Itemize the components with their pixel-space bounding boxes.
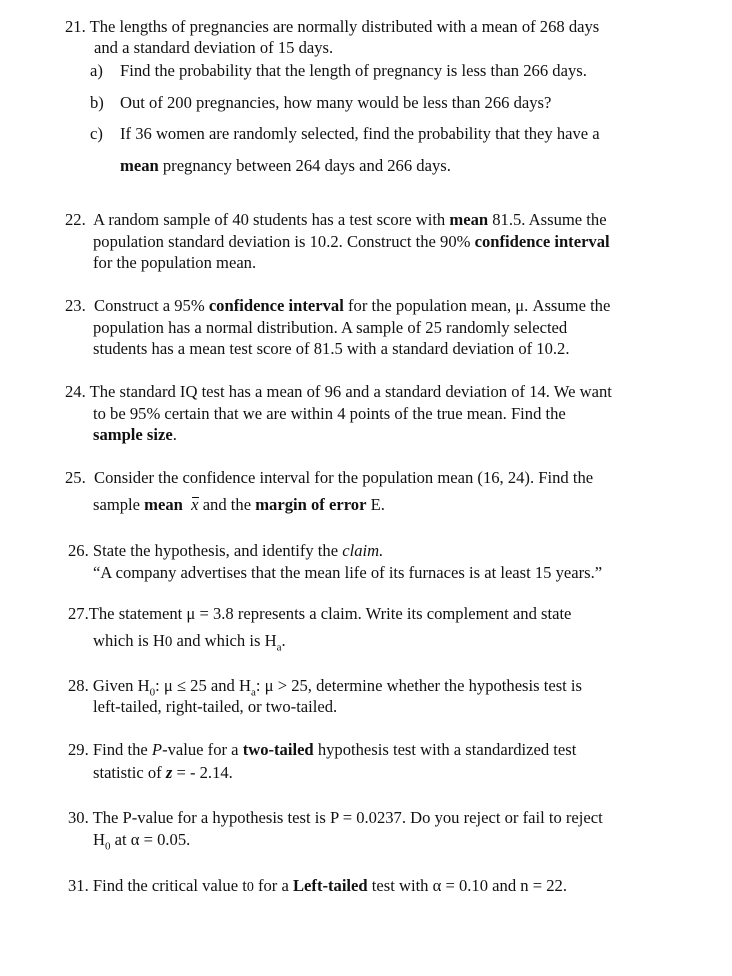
q27-line2: which is H0 and which is $H_a$.: [93, 631, 286, 654]
q22-line3: for the population mean.: [93, 253, 257, 272]
q22-line2: population standard deviation is 10.2. Construct the 90% confidence interval: [93, 232, 610, 251]
q21-part-c-text2: mean pregnancy between 264 days and 266 days.: [120, 156, 451, 175]
q31-line1: 31. Find the critical value t0 for a Left-tailed test with α = 0.10 and n = 22.: [68, 876, 567, 895]
q21-part-a-label: a): [90, 61, 103, 80]
q21-number: 21.: [65, 17, 86, 36]
q22-number: 22.: [65, 210, 86, 229]
q23-line3: students has a mean test score of 81.5 with a standard deviation of 10.2.: [93, 339, 570, 358]
q21-part-b-label: b): [90, 93, 104, 112]
q21-part-c-text1: If 36 women are randomly selected, find the probability that they have a: [120, 124, 600, 143]
q28-line2: left-tailed, right-tailed, or two-tailed.: [93, 697, 338, 716]
q30-line1: 30. The P-value for a hypothesis test is P = 0.0237. Do you reject or fail to reject: [68, 808, 603, 827]
q21-part-c-label: c): [90, 124, 103, 143]
q30-line2: $H_0$ at α = 0.05.: [93, 830, 191, 853]
q23-number: 23.: [65, 296, 86, 315]
q23-line1: 23. Construct a 95% confidence interval for the population mean, μ. Assume the: [65, 296, 611, 315]
q24-number: 24.: [65, 382, 86, 401]
q26-number: 26.: [68, 541, 89, 560]
q21-line2: and a standard deviation of 15 days.: [94, 38, 334, 57]
q28-number: 28.: [68, 676, 89, 695]
q21-part-b-text: Out of 200 pregnancies, how many would be less than 266 days?: [120, 93, 552, 112]
q22-line1: 22. A random sample of 40 students has a test score with mean 81.5. Assume the: [65, 210, 607, 229]
q24-line3: sample size.: [93, 425, 177, 444]
q30-number: 30.: [68, 808, 89, 827]
q27-number: 27.: [68, 604, 89, 623]
q26-line1: 26. State the hypothesis, and identify the claim.: [68, 541, 384, 560]
q29-line1: 29. Find the P-value for a two-tailed hypothesis test with a standardized test: [68, 740, 577, 759]
q23-line2: population has a normal distribution. A sample of 25 randomly selected: [93, 318, 568, 337]
q24-line2: to be 95% certain that we are within 4 points of the true mean. Find the: [93, 404, 566, 423]
q26-line2: “A company advertises that the mean life of its furnaces is at least 15 years.”: [93, 563, 603, 582]
q24-line1: 24. The standard IQ test has a mean of 96 and a standard deviation of 14. We want: [65, 382, 612, 401]
q28-line1: 28. Given $H_0$: μ ≤ 25 and $H_a$: μ > 25, determine whether the hypothesis test is: [68, 676, 582, 699]
q21-part-a-text: Find the probability that the length of pregnancy is less than 266 days.: [120, 61, 587, 80]
q29-line2: statistic of z = - 2.14.: [93, 763, 233, 782]
x-bar-symbol: x: [191, 495, 199, 514]
q25-line1: 25. Consider the confidence interval for the population mean (16, 24). Find the: [65, 468, 594, 487]
q25-line2: sample mean x and the margin of error E.: [93, 495, 385, 514]
q21-line1: 21. The lengths of pregnancies are normally distributed with a mean of 268 days: [65, 17, 600, 36]
q27-line1: 27.The statement μ = 3.8 represents a claim. Write its complement and state: [68, 604, 572, 623]
q29-number: 29.: [68, 740, 89, 759]
q31-number: 31.: [68, 876, 89, 895]
q25-number: 25.: [65, 468, 86, 487]
